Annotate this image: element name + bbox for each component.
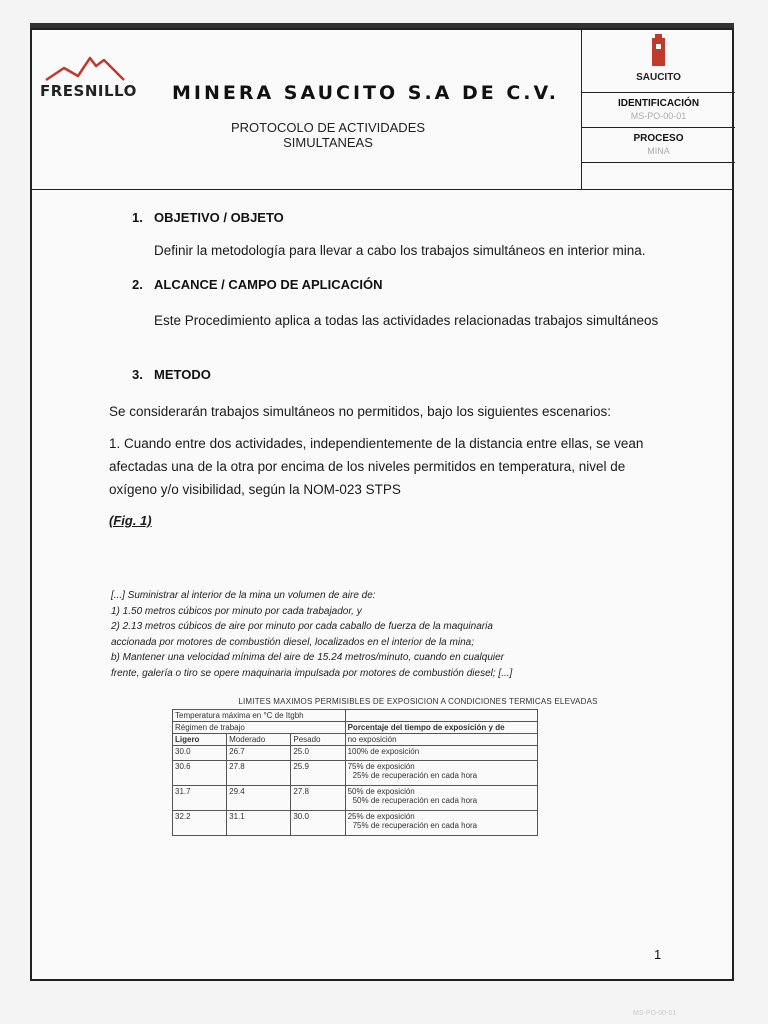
method-point-1: 1. Cuando entre dos actividades, independientemente de la distancia entre ellas, se vean afectadas una de la otra por encima de los niveles permitidos en temperatura, nivel de oxígeno y/o visibilidad, según la NOM-023 STPS	[109, 436, 644, 497]
mountain-logo-icon	[38, 46, 148, 86]
saucito-logo-text: SAUCITO	[636, 72, 681, 83]
table-row: 30.6 27.8 25.9 75% de exposición 25% de recuperación en cada hora	[173, 761, 538, 786]
thermal-limits-table	[172, 709, 538, 836]
no-exposure-header: no exposición	[345, 734, 537, 746]
fresnillo-logo-text: FRESNILLO	[40, 82, 137, 100]
table-header-row	[173, 722, 538, 734]
table-row: 32.2 31.1 30.0 25% de exposición 75% de recuperación en cada hora	[173, 811, 538, 836]
section-1-text: Definir la metodología para llevar a cabo los trabajos simultáneos en interior mina.	[154, 243, 646, 258]
method-intro: Se considerarán trabajos simultáneos no permitidos, bajo los siguientes escenarios:	[109, 404, 612, 419]
col-moderate-header: Moderado	[227, 734, 291, 746]
page-number: 1	[654, 947, 662, 962]
section-2-title: 2. ALCANCE / CAMPO DE APLICACIÓN	[132, 277, 383, 292]
headframe-logo-icon	[582, 30, 735, 72]
process-value: MINA	[647, 146, 670, 156]
table-row: 31.7 29.4 27.8 50% de exposición 50% de recuperación en cada hora	[173, 786, 538, 811]
col-light-header: Ligero	[173, 734, 227, 746]
table-row: 30.0 26.7 25.0 100% de exposición	[173, 746, 538, 761]
document-id-box	[581, 30, 735, 189]
section-2-text: Este Procedimiento aplica a todas las actividades relacionadas trabajos simultáneos	[154, 313, 659, 328]
process-cell	[582, 128, 735, 163]
identification-cell	[582, 93, 735, 128]
section-3-title: 3. METODO	[132, 367, 211, 382]
blank-header-cell	[345, 710, 537, 722]
process-label: PROCESO	[633, 133, 684, 144]
protocol-title: PROTOCOLO DE ACTIVIDADES SIMULTANEAS	[230, 120, 426, 150]
document-page	[30, 28, 734, 981]
saucito-logo	[582, 30, 735, 93]
table-header-row	[173, 710, 538, 722]
temp-header-cell: Temperatura máxima en °C de Itgbh	[173, 710, 346, 722]
company-name: MINERA SAUCITO S.A DE C.V.	[172, 82, 560, 104]
footer-mark: MS-PO-00-01	[633, 1010, 677, 1017]
col-heavy-header: Pesado	[291, 734, 345, 746]
table-title: LIMITES MAXIMOS PERMISIBLES DE EXPOSICION A CONDICIONES TERMICAS ELEVADAS	[238, 697, 598, 706]
fresnillo-logo	[38, 46, 158, 106]
figure-label: (Fig. 1)	[109, 513, 152, 528]
percent-header-cell: Porcentaje del tiempo de exposición y de	[345, 722, 537, 734]
section-1-title: 1. OBJETIVO / OBJETO	[132, 210, 284, 225]
identification-label: IDENTIFICACIÓN	[617, 98, 700, 109]
regulation-quote: [...] Suministrar al interior de la mina un volumen de aire de: 1) 1.50 metros cúbicos por minuto por cada trabajador, y 2) 2.13 metros cúbicos de aire por minuto por cada caballo de fuerza de la maquinaria accionada por motores de combustión diesel, localizados en el interior de la mina; b) Mantener una velocidad mínima del aire de 15.24 metros/minuto, cuando en cualquier frente, galería o tiro se opere maquinaria impulsada por motores de combustión diesel; [...]	[111, 590, 513, 679]
document-header	[32, 30, 732, 190]
identification-value: MS-PO-00-01	[630, 111, 687, 121]
regime-header-cell: Régimen de trabajo	[173, 722, 346, 734]
table-header-row	[173, 734, 538, 746]
